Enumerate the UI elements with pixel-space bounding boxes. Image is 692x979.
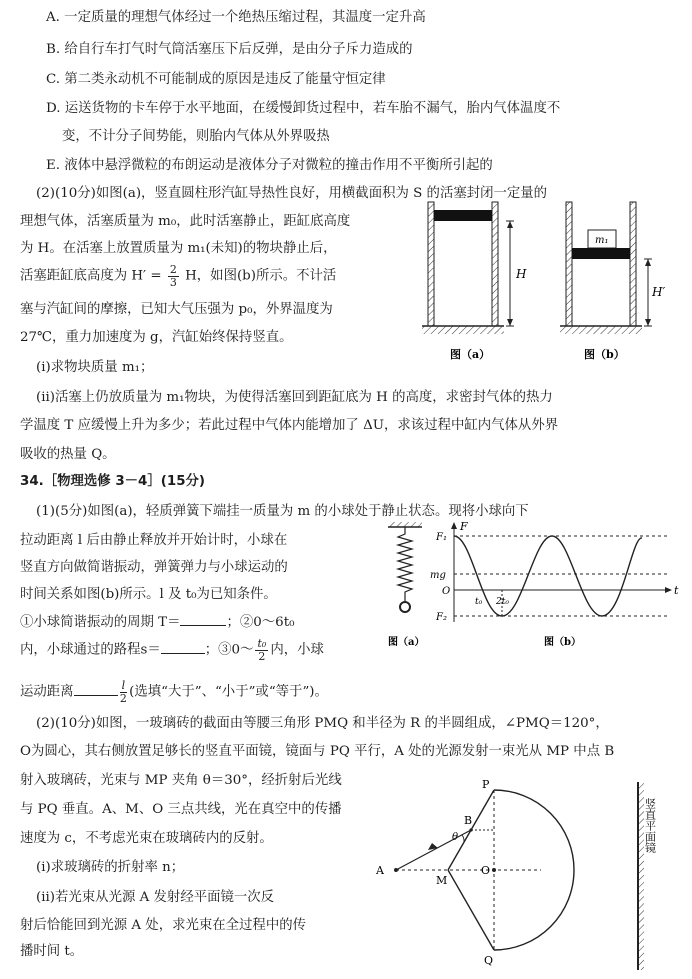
- q34-2-line1: (2)(10分)如图，一玻璃砖的截面由等腰三角形 PMQ 和半径为 R 的半圆组成，∠PMQ＝120°，: [36, 716, 609, 731]
- mirror-label: 竖直平面镜: [643, 798, 657, 853]
- section-34-header: 34.［物理选修 3－4］(15分): [20, 474, 206, 489]
- force-time-graph: [430, 520, 679, 648]
- q34-1-line3: 竖直方向做简谐振动，弹簧弹力与小球运动的: [20, 560, 288, 575]
- q34-1-line2: 拉动距离 l 后由静止释放并开始计时，小球在: [20, 533, 288, 548]
- theta-label: θ: [452, 832, 459, 843]
- q33-2-line1: (2)(10分)如图(a)，竖直圆柱形汽缸导热性良好，用横截面积为 S 的活塞封闭一定量的: [36, 186, 548, 201]
- frac-den: 2: [119, 691, 127, 705]
- height-h-label: H: [516, 267, 527, 281]
- point-q-label: Q: [484, 954, 494, 967]
- point-b-label: B: [464, 814, 473, 827]
- q34-2-line4: 与 PQ 垂直。A、M、O 三点共线，光在真空中的传播: [20, 802, 342, 817]
- fraction-two-thirds: [168, 264, 179, 288]
- point-m-label: M: [436, 874, 448, 887]
- q34-1-line5b: ；②0～6t₀: [226, 615, 295, 630]
- q34-2-line3: 射入玻璃砖，光束与 MP 夹角 θ＝30°，经折射后光线: [20, 773, 342, 788]
- tick-mg: mg: [430, 570, 446, 581]
- frac-num: t₀: [257, 637, 267, 650]
- fraction-t0-over-2: [255, 638, 268, 662]
- q34-1-line7: [20, 680, 328, 704]
- q33-2-line4: [20, 264, 336, 288]
- q34-1-line6b: ；③0～: [204, 642, 254, 658]
- q34-2-line5: 速度为 c，不考虑光束在玻璃砖内的反射。: [20, 831, 273, 846]
- q34-2-part-ii-line3: 播时间 t。: [20, 944, 84, 959]
- q34-1-line5: [20, 615, 294, 630]
- answer-blank-compare[interactable]: [74, 695, 118, 696]
- tick-t0: t₀: [475, 597, 483, 607]
- origin-label: O: [442, 586, 451, 597]
- tick-f1: F₁: [436, 532, 447, 543]
- q34-2-part-ii-line1: (ii)若光束从光源 A 发射经平面镜一次反: [36, 890, 275, 905]
- answer-blank-path[interactable]: [161, 653, 205, 654]
- frac-num: l: [121, 679, 126, 692]
- point-o-label: O: [481, 864, 491, 877]
- edge-mq: [448, 870, 494, 950]
- q34-1-line7a: 运动距离: [20, 684, 74, 700]
- q33-2-line4b: H，如图(b)所示。不计活: [185, 268, 337, 284]
- spring-and-graph: [384, 518, 684, 650]
- axis-f-label: F: [460, 520, 468, 533]
- answer-blank-period[interactable]: [180, 625, 226, 626]
- q34-1-line6c: 内，小球: [270, 642, 324, 658]
- spring-figure-caption: 图（a）: [388, 637, 425, 648]
- piston-b: [572, 248, 630, 259]
- q33-2-line4a: 活塞距缸底高度为 H′ =: [20, 268, 162, 284]
- q34-1-line4: 时间关系如图(b)所示。l 及 t₀为已知条件。: [20, 587, 277, 602]
- ball: [400, 602, 410, 612]
- block-m1-label: m₁: [595, 235, 609, 246]
- graph-caption: 图（b）: [544, 637, 581, 648]
- option-d-line2: 变，不计分子间势能，则胎内气体从外界吸热: [62, 129, 330, 144]
- cylinder-figures: [418, 198, 668, 370]
- point-a-label: A: [376, 864, 384, 877]
- piston-a: [434, 210, 492, 221]
- q34-1-line6: [20, 638, 324, 662]
- q33-2-part-ii-line1: (ii)活塞上仍放质量为 m₁物块，为使得活塞回到距缸底为 H 的高度，求密封气体的热力: [36, 390, 553, 405]
- q34-1-line1: (1)(5分)如图(a)，轻质弹簧下端挂一质量为 m 的小球处于静止状态。现将小球向下: [36, 504, 529, 519]
- tick-2t0: 2t₀: [496, 597, 509, 607]
- q34-2-part-i: (i)求玻璃砖的折射率 n；: [36, 860, 185, 875]
- axis-t-label: t: [674, 584, 679, 597]
- frac-num: 2: [169, 263, 177, 276]
- option-e: E. 液体中悬浮微粒的布朗运动是液体分子对微粒的撞击作用不平衡所引起的: [46, 158, 493, 173]
- figure-b-caption: 图（b）: [584, 348, 625, 361]
- angle-arc: [462, 835, 464, 842]
- q34-2-line2: O为圆心，其右侧放置足够长的竖直平面镜，镜面与 PQ 平行，A 处的光源发射一束光从 MP 中点 B: [20, 744, 615, 759]
- q33-2-line5: 塞与汽缸间的摩擦，已知大气压强为 p₀，外界温度为: [20, 302, 333, 317]
- q33-2-part-ii-line3: 吸收的热量 Q。: [20, 447, 116, 462]
- q34-1-line7b: (选填“大于”、“小于”或“等于”)。: [129, 684, 328, 700]
- spring: [398, 527, 412, 602]
- cylinder-a: [422, 202, 527, 361]
- option-c: C. 第二类永动机不可能制成的原因是违反了能量守恒定律: [46, 72, 386, 87]
- glass-brick-figure: [366, 778, 686, 974]
- q34-1-line5a: ①小球简谐振动的周期 T＝: [20, 615, 181, 630]
- point-p-label: P: [482, 778, 490, 791]
- spring-figure: [388, 522, 424, 648]
- frac-den: 2: [258, 649, 266, 663]
- q33-2-part-i: (i)求物块质量 m₁；: [36, 360, 154, 375]
- option-d-line1: D. 运送货物的卡车停于水平地面，在缓慢卸货过程中，若车胎不漏气，胎内气体温度不: [46, 101, 561, 116]
- q33-2-part-ii-line2: 学温度 T 应缓慢上升为多少；若此过程中气体内能增加了 ΔU，求该过程中缸内气体从外界: [20, 418, 559, 433]
- q33-2-line6: 27℃，重力加速度为 g，汽缸始终保持竖直。: [20, 330, 293, 345]
- q33-2-line3: 为 H。在活塞上放置质量为 m₁(未知)的物块静止后，: [20, 241, 337, 256]
- q33-2-line2: 理想气体，活塞质量为 m₀，此时活塞静止，距缸底高度: [20, 214, 351, 229]
- option-b: B. 给自行车打气时气筒活塞压下后反弹，是由分子斥力造成的: [46, 42, 413, 57]
- fraction-l-over-2: [120, 680, 128, 704]
- option-a: A. 一定质量的理想气体经过一个绝热压缩过程，其温度一定升高: [46, 10, 426, 25]
- q34-2-part-ii-line2: 射后恰能回到光源 A 处，求光束在全过程中的传: [20, 918, 306, 933]
- cylinder-b: [560, 202, 665, 361]
- tick-f2: F₂: [436, 612, 447, 623]
- height-h-prime-label: H′: [652, 285, 666, 299]
- q34-1-line6a: 内，小球通过的路程s＝: [20, 642, 161, 658]
- figure-a-caption: 图（a）: [450, 348, 491, 361]
- frac-den: 3: [169, 275, 177, 289]
